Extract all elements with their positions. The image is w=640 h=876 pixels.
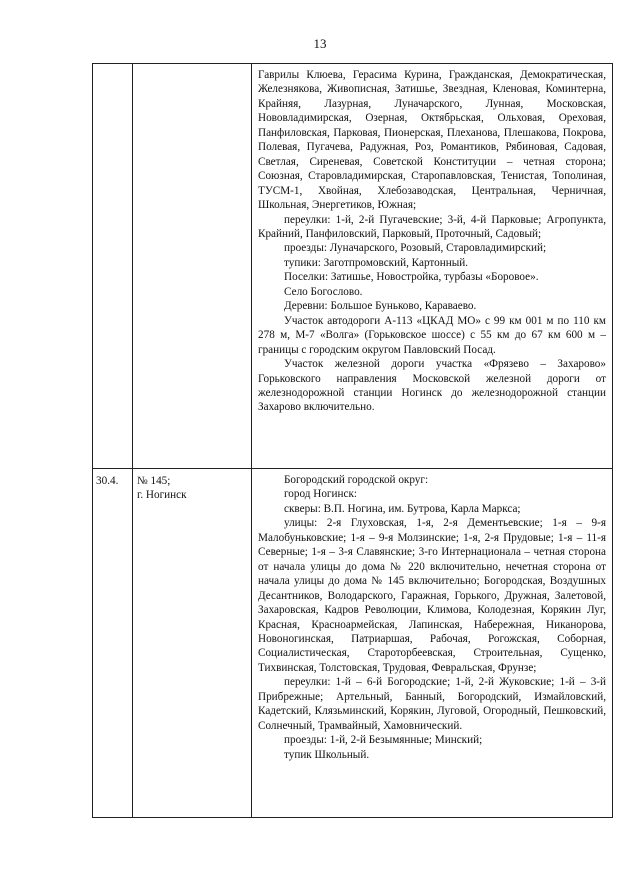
row-number-cell: 30.4. [93,469,133,818]
district-name-cell [133,64,252,469]
district-number: № 145; [137,475,171,487]
description-paragraph: Гаврилы Клюева, Герасима Курина, Гражданская, Демократическая, Железнякова, Живописная, Затишье, Звездная, Кленовая, Коминтерна, Крайняя, Лазурная, Луначарского, Лунная, Московская, Нововладимирская, Озерная, Октябрьская, Ольховая, Ореховая, Панфиловская, Парковая, Пионерская, Плеханова, Плешакова, Покрова, Полевая, Пугачева, Радужная, Роз, Романтиков, Рябиновая, Садовая, Светлая, Сиреневая, Советской Конституции – четная сторона; Союзная, Старовладимирская, Старопавловская, Тенистая, Тополиная, ТУСМ-1, Хвойная, Хлебозаводская, Центральная, Черничная, Школьная, Энергетиков, Южная; [258,69,606,212]
district-name-cell [133,469,252,818]
page-number: 13 [313,36,327,51]
description-paragraph: Участок автодороги А-113 «ЦКАД МО» с 99 км 001 м по 110 км 278 м, М-7 «Волга» (Горьковское шоссе) с 55 км до 67 км 600 м – границы с городским округом Павловский Посад. [258,314,606,356]
description-paragraph: переулки: 1-й, 2-й Пугачевские; 3-й, 4-й Парковые; Агропункта, Крайний, Панфиловский, Парковый, Проточный, Садовый; [258,213,606,240]
description-paragraph: Деревни: Большое Буньково, Караваево. [284,300,477,313]
description-paragraph: проезды: Луначарского, Розовый, Старовладимирский; [284,242,547,255]
description-paragraph: проезды: 1-й, 2-й Безымянные; Минский; [284,734,483,747]
description-paragraph: город Ногинск: [284,488,358,501]
district-boundary-description [252,469,613,818]
description-paragraph: Участок железной дороги участка «Фрязево – Захарово» Горьковского направления Московской железной дороги от железнодорожной станции Ногинск до железнодорожной станции Захарово включительно. [258,358,606,414]
description-paragraph: переулки: 1-й – 6-й Богородские; 1-й, 2-й Жуковские; 1-й – 3-й Прибрежные; Артельный, Банный, Богородский, Измайловский, Кадетский, Клязьминский, Корякин, Луговой, Огородный, Пешковский, Солнечный, Трамвайный, Хамовнический. [258,676,606,732]
description-paragraph: улицы: 2-я Глуховская, 1-я, 2-я Дементьевские; 1-я – 9-я Малобуньковские; 1-я – 9-я Молзинские; 1-я, 2-я Прудовые; 1-я – 11-я Северные; 1-я – 3-я Славянские; 3-го Интернационала – четная сторона от начала улицы до дома № 220 включительно, нечетная сторона от начала улицы до дома № 145 включительно; Богородская, Воздушных Десантников, Володарского, Гаражная, Горького, Дружная, Залетовой, Захаровская, Кадров Революции, Климова, Колодезная, Корякин Луг, Красная, Красноармейская, Лапинская, Набережная, Никанорова, Новоногинская, Патриаршая, Рабочая, Рогожская, Соборная, Социалистическая, Староторбеевская, Строительная, Сущенко, Тихвинская, Толстовская, Трудовая, Февральская, Фрунзе; [258,517,606,674]
description-paragraph: скверы: В.П. Ногина, им. Бутрова, Карла Маркса; [284,502,521,515]
description-paragraph: тупик Школьный. [284,748,370,761]
description-paragraph: Богородский городской округ: [284,474,429,486]
district-table [92,63,613,818]
description-paragraph: Село Богослово. [284,285,363,298]
district-locality: г. Ногинск [137,489,187,502]
table-row [93,64,613,469]
description-paragraph: тупики: Заготпромовский, Картонный. [284,256,469,269]
description-paragraph: Поселки: Затишье, Новостройка, турбазы «Боровое». [284,271,539,284]
table-row [93,469,613,818]
district-boundary-description [252,64,613,469]
row-number-cell [93,64,133,469]
